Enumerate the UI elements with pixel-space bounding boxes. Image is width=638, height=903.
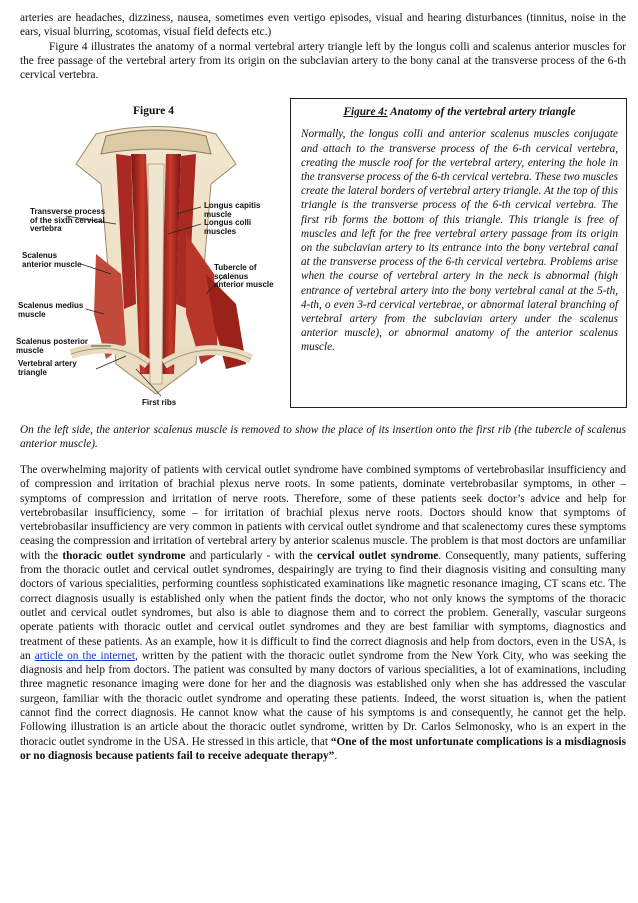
annotation-longus-capitis: Longus capitis muscle	[204, 201, 261, 219]
main-text-part1: The overwhelming majority of patients with cervical outlet syndrome have combined symptoms of vertebrobasilar insufficiency and of compression and irritation of brachial plexus nerve roots. In some patients, dominate vertebrobasilar symptoms, in other – symptoms of compression and irritation of nerve roots. Therefore, some of these patients seek doctor’s advice and help for vertebrobasilar insufficiency, some – for irritation of brachial plexus nerve roots. Doctors should know that symptoms of vertebrobasilar insufficiency are very common in patients with cervical outlet syndrome and that scalenectomy cures these symptoms ceasing the compression and irritation of vertebral artery by anterior scalenus muscle. The problem is that most doctors are unfamiliar with the	[20, 464, 626, 562]
annotation-scalenus-posterior: Scalenus posterior muscle	[16, 337, 89, 355]
main-text-part3: . Consequently, many patients, suffering from the thoracic outlet and cervical outlet syndromes, despairingly are trying to find their diagnosis visiting and consulting many doctors of various specialities, performing countless sophisticated examinations like magnetic resonance imaging, CT scans etc. The correct diagnosis usually is established only when the patient finds the doctor, who not only knows the symptoms of the thoracic outlet and cervical outlet syndromes, but also is able to diagnose them and to correct the problem. Generally, vascular surgeons operate patients with thoracic outlet and cervical outlet syndromes and they are best familiar with symptoms, diagnostics and treatment of these patients. As an example, how it is difficult to find the correct diagnosis and help from doctors, even in the USA, is an	[20, 549, 626, 662]
intro-text: arteries are headaches, dizziness, nausea, sometimes even vertigo episodes, visual and hearing disturbances (tinnitus, noise in the ears, visual blurring, scotomas, visual field defects etc.)	[20, 12, 626, 39]
bold-quote: “One of the most unfortunate complications is a misdiagnosis or no diagnosis because patients fail to receive adequate therapy”	[20, 735, 626, 762]
bold-cervical-outlet: cervical outlet syndrome	[317, 549, 439, 562]
intro-paragraph	[20, 11, 626, 82]
annotation-vertebral-triangle: Vertebral artery triangle	[18, 359, 77, 377]
internet-article-link[interactable]: article on the internet	[34, 649, 135, 662]
annotation-transverse-process: Transverse process of the sixth cervical vertebra	[30, 207, 106, 233]
annotation-scalenus-medius: Scalenus medius muscle	[18, 301, 84, 319]
main-text-end: .	[334, 749, 338, 762]
caption-body: Normally, the longus colli and anterior scalenus muscles conjugate and attach to the transverse process of the 6-th cervical vertebra, creating the muscle roof for the vertebral artery, entering the hole in the transverse process of the 6-th cervical vertebra. These two muscles create the lateral borders of vertebral artery triangle. At the top of this triangle is the transverse process of the 6-th cervical vertebra. The first rib forms the bottom of this triangle. This triangle is free of muscles and left for the free vertebral artery passage from its origin on the subclavian artery to its entrance into the bony vertebral canal at the transverse process of the 6-th cervical vertebra. Problems arise when the course of vertebral artery in the neck is abnormal (high entrance of vertebral artery into the bony vertebral canal at the 5-th, 4-th, o even 3-rd cervical vertebrae, or abnormal lateral branching of vertebral artery from the subclavian artery under the scalenus anterior muscle), or abnormal anatomy of the anterior scalenus muscle.	[301, 128, 618, 354]
main-text-part2: and particularly - with the	[189, 549, 313, 562]
bold-thoracic-outlet: thoracic outlet syndrome	[62, 549, 186, 562]
vertebral-column	[148, 164, 164, 384]
annotation-first-ribs: First ribs	[142, 398, 177, 407]
caption-heading: Anatomy of the vertebral artery triangle	[390, 106, 576, 118]
annotation-tubercle: Tubercle of scalenus anterior muscle	[214, 263, 274, 289]
caption-title	[301, 105, 618, 119]
figure-caption-box	[290, 98, 627, 408]
main-text-part4: , written by the patient with the thoracic outlet syndrome from the New York City, who was seeking the diagnosis and help from doctors. The patient was consulted by many doctors of various specialities, a lot of examinations, including three magnetic resonance imaging were done for her and the diagnosis was established only when she has addressed the vascular surgeon, familiar with the thoracic outlet syndrome and operating these patients. Indeed, the worst situation is, when the patient cannot find the correct diagnosis. He cannot know what the cause of his symptoms is and consequently, he cannot get the help. Following illustration is an article about the thoracic outlet syndrome, written by Dr. Carlos Selmonosky, who is an expert in the thoracic outlet syndrome in the USA. He stressed in this article, that	[20, 649, 626, 748]
annotation-scalenus-anterior: Scalenus anterior muscle	[22, 251, 82, 269]
main-paragraph	[20, 463, 626, 763]
caption-figure-number: Figure 4:	[343, 106, 388, 118]
figure-label: Figure 4	[133, 105, 174, 117]
annotation-longus-colli: Longus colli muscles	[204, 218, 252, 236]
figure-reference-text: Figure 4 illustrates the anatomy of a normal vertebral artery triangle left by the longus colli and scalenus anterior muscles for the free passage of the vertebral artery from its origin on the subclavian artery to the bony canal at the transverse process of the 6-th cervical vertebra.	[20, 40, 626, 82]
figure-note: On the left side, the anterior scalenus muscle is removed to show the place of its insertion onto the first rib (the tubercle of scalenus anterior muscle).	[20, 424, 626, 451]
anatomy-illustration	[16, 124, 276, 412]
